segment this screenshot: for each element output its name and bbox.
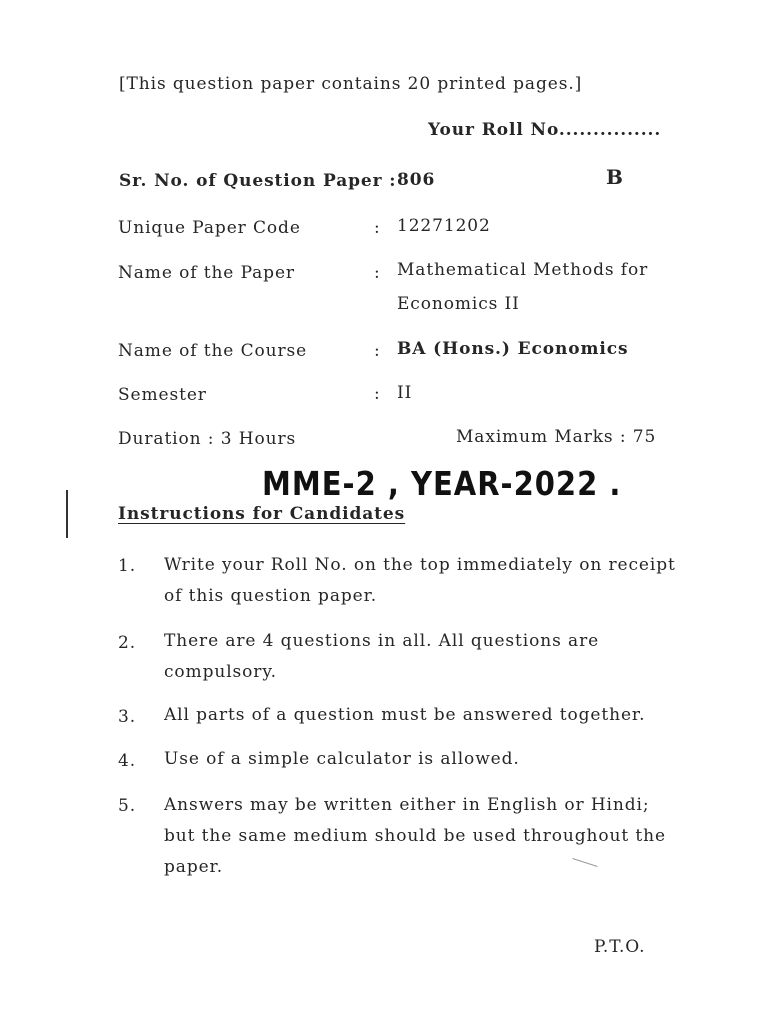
instruction-5-line-3: paper. [164, 857, 224, 877]
margin-pen-mark [66, 490, 68, 538]
instruction-2-line-1: There are 4 questions in all. All questions are [164, 631, 600, 651]
instruction-1-line-1: Write your Roll No. on the top immediately on receipt [164, 555, 676, 575]
stray-pen-stroke [572, 858, 597, 867]
unique-paper-code-value: 12271202 [397, 216, 491, 236]
course-name-label: Name of the Course [118, 341, 308, 361]
paper-name-value-line2: Economics II [397, 294, 520, 314]
instruction-3-line-1: All parts of a question must be answered together. [164, 705, 646, 725]
colon: : [374, 263, 381, 283]
duration: Duration : 3 Hours [118, 429, 297, 449]
semester-label: Semester [118, 385, 207, 405]
instruction-number: 3. [118, 707, 137, 727]
handwritten-annotation: MME-2 , YEAR-2022 . [262, 464, 622, 504]
please-turn-over: P.T.O. [594, 937, 646, 957]
colon: : [374, 341, 381, 361]
unique-paper-code-label: Unique Paper Code [118, 218, 301, 238]
instruction-5-line-1: Answers may be written either in English or Hindi; [164, 795, 650, 815]
sr-no-label: Sr. No. of Question Paper : [119, 171, 397, 191]
pages-note: [This question paper contains 20 printed pages.] [119, 74, 583, 94]
instruction-4-line-1: Use of a simple calculator is allowed. [164, 749, 520, 769]
sr-no-value: 806 [397, 170, 436, 190]
instruction-5-line-2: but the same medium should be used throughout the [164, 826, 666, 846]
colon: : [374, 384, 381, 404]
roll-number-label: Your Roll No............... [428, 120, 662, 140]
paper-set-letter: B [606, 165, 623, 189]
instruction-1-line-2: of this question paper. [164, 586, 378, 606]
paper-name-value: Mathematical Methods for [397, 260, 649, 280]
instruction-2-line-2: compulsory. [164, 662, 277, 682]
instruction-number: 1. [118, 556, 137, 576]
course-name-value: BA (Hons.) Economics [397, 339, 629, 359]
paper-name-label: Name of the Paper [118, 263, 295, 283]
instruction-number: 5. [118, 796, 137, 816]
instruction-number: 2. [118, 633, 137, 653]
semester-value: II [397, 383, 413, 403]
colon: : [374, 218, 381, 238]
maximum-marks: Maximum Marks : 75 [456, 427, 657, 447]
instruction-number: 4. [118, 751, 137, 771]
instructions-heading: Instructions for Candidates [118, 504, 406, 524]
